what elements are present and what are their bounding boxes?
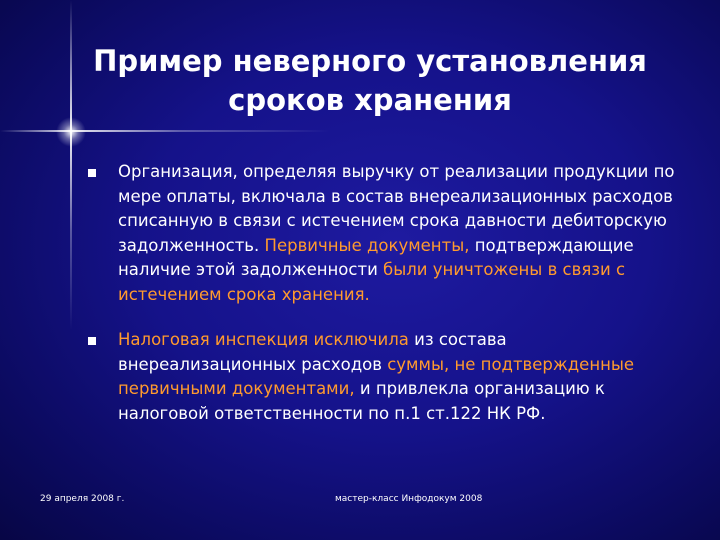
bullet-2-highlight-1: Налоговая инспекция исключила xyxy=(118,330,409,349)
bullet-item-1 xyxy=(88,160,688,307)
bullet-1-highlight-2: были уничтожены в связи с истечением срока хранения. xyxy=(118,260,626,304)
title-line-2: сроков хранения xyxy=(228,83,512,117)
footer-date: 29 апреля 2008 г. xyxy=(40,494,125,504)
bullet-2-text-2: и привлекла организацию к налоговой ответственности по п.1 ст.122 НК РФ. xyxy=(118,379,605,423)
footer-center-text: мастер-класс Инфодокум 2008 xyxy=(335,494,483,504)
bullet-list xyxy=(88,160,688,426)
bullet-1-text-2: подтверждающие наличие этой задолженности xyxy=(118,235,634,279)
bullet-2-highlight-2: суммы, не подтвержденные первичными документами, xyxy=(118,354,635,398)
bullet-item-2 xyxy=(88,328,688,426)
slide-title xyxy=(80,42,660,120)
square-bullet-icon xyxy=(88,337,96,345)
square-bullet-icon xyxy=(88,169,96,177)
title-line-1: Пример неверного установления xyxy=(93,44,647,78)
bullet-1-highlight-1: Первичные документы, xyxy=(264,235,470,255)
bullet-1-text: Организация, определяя выручку от реализации продукции по мере оплаты, включала в состав внереализационных расходов списанную в связи с истечением срока давности дебиторскую задолженность. xyxy=(118,162,675,255)
bullet-2-text: из состава внереализационных расходов xyxy=(118,330,507,374)
lens-flare-glow xyxy=(56,117,86,147)
lens-flare-vertical xyxy=(70,0,72,330)
lens-flare-horizontal xyxy=(0,130,330,132)
